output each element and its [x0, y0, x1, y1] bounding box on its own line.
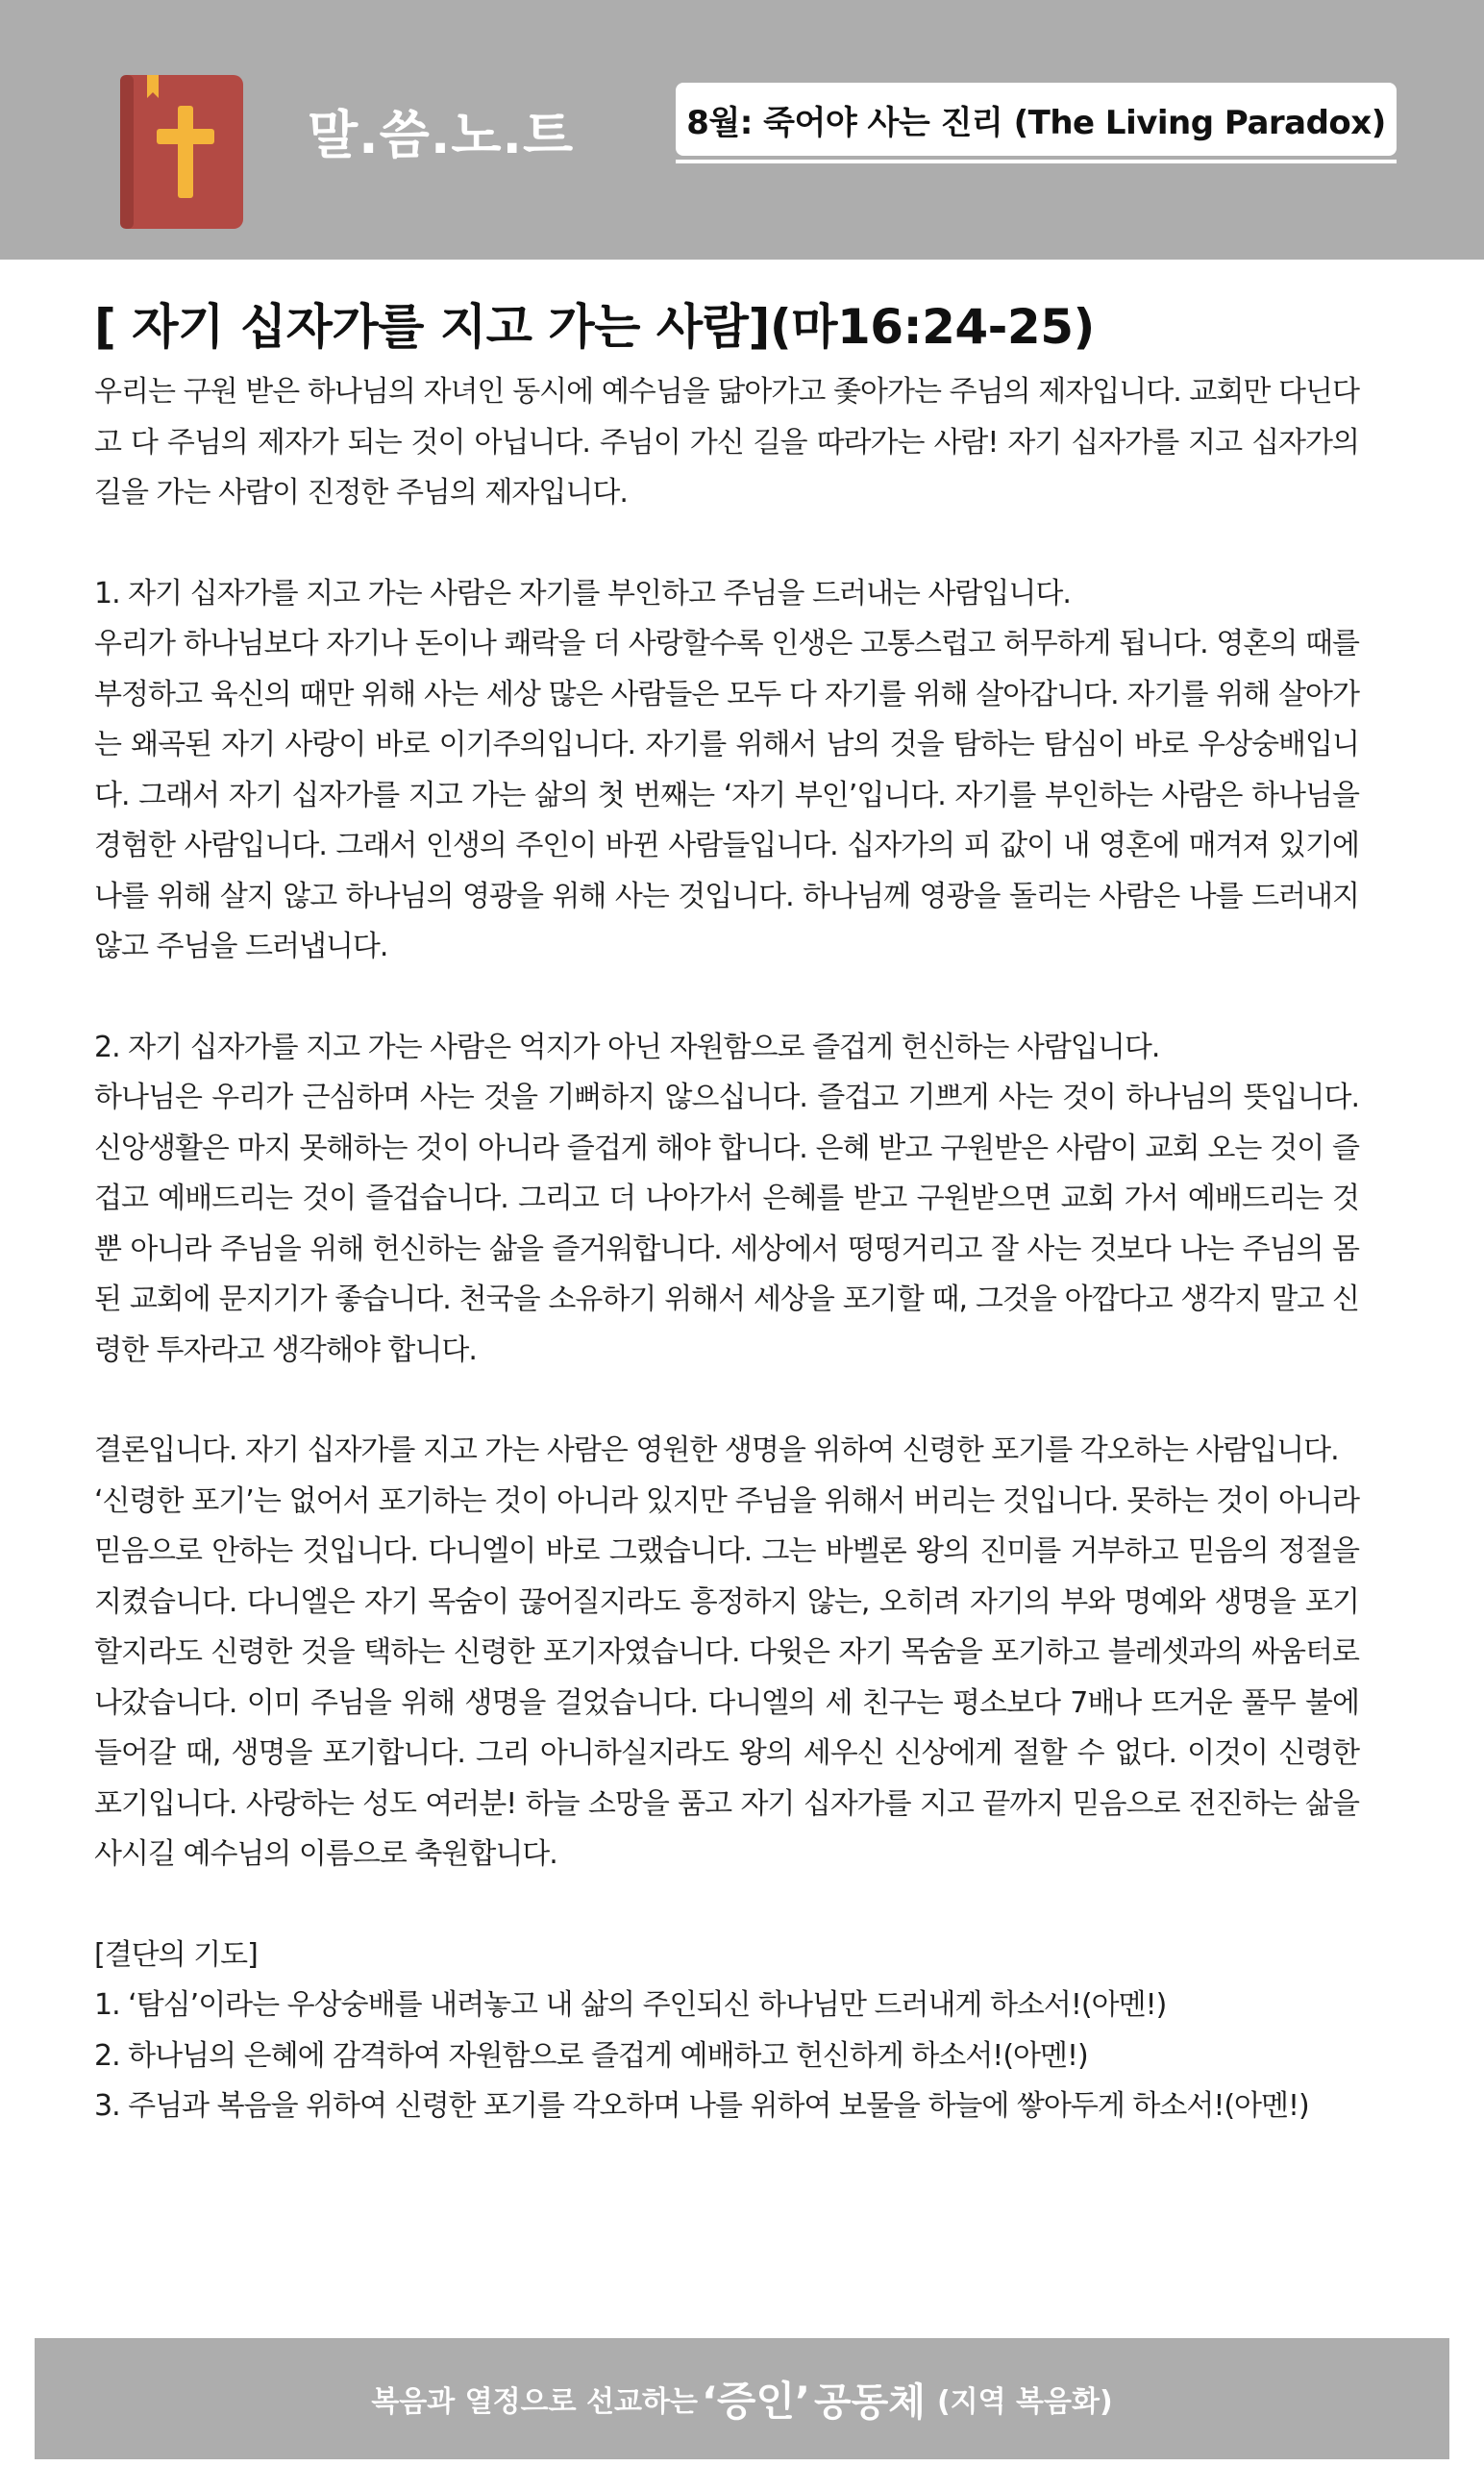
footer-community: 공동체	[814, 2379, 926, 2425]
prayer-item: 3. 주님과 복음을 위하여 신령한 포기를 각오하며 나를 위하여 보물을 하늘에 쌓아두게 하소서!(아멘!)	[94, 2089, 1309, 2123]
footer-suffix: (지역 복음화)	[936, 2385, 1113, 2419]
footer-banner	[35, 2338, 1449, 2459]
prayer-heading: [결단의 기도]	[94, 1937, 258, 1972]
series-label	[676, 83, 1397, 156]
spacer	[94, 1376, 1359, 1426]
conclusion-body: ‘신령한 포기’는 없어서 포기하는 것이 아니라 있지만 주님을 위해서 버리는 것입니다. 못하는 것이 아니라 믿음으로 안하는 것입니다. 다니엘이 바로 그랬습니다. 그는 바벨론 왕의 진미를 거부하고 믿음의 정절을 지켰습니다. 다니엘은 자기 목숨이 끊어질지라도 흥정하지 않는, 오히려 자기의 부와 명예와 생명을 포기할지라도 신령한 것을 택하는 신령한 포기자였습니다. 다윗은 자기 목숨을 포기하고 블레셋과의 싸움터로 나갔습니다. 이미 주님을 위해 생명을 걸었습니다. 다니엘의 세 친구는 평소보다 7배나 뜨거운 풀무 불에 들어갈 때, 생명을 포기합니다. 그리 아니하실지라도 왕의 세우신 신상에게 절할 수 없다. 이것이 신령한 포기입니다. 사랑하는 성도 여러분! 하늘 소망을 품고 자기 십자가를 지고 끝까지 믿음으로 전진하는 삶을 사시길 예수님의 이름으로 축원합니다.	[94, 1483, 1359, 1871]
intro-paragraph: 우리는 구원 받은 하나님의 자녀인 동시에 예수님을 닮아가고 좇아가는 주님의 제자입니다. 교회만 다닌다고 다 주님의 제자가 되는 것이 아닙니다. 주님이 가신 길을 따라가는 사람! 자기 십자가를 지고 십자가의 길을 가는 사람이 진정한 주님의 제자입니다.	[94, 375, 1359, 510]
sermon-body	[94, 367, 1359, 2132]
point1-body: 우리가 하나님보다 자기나 돈이나 쾌락을 더 사랑할수록 인생은 고통스럽고 허무하게 됩니다. 영혼의 때를 부정하고 육신의 때만 위해 사는 세상 많은 사람들은 모두 다 자기를 위해 살아갑니다. 자기를 위해 살아가는 왜곡된 자기 사랑이 바로 이기주의입니다. 자기를 위해서 남의 것을 탐하는 탐심이 바로 우상숭배입니다. 그래서 자기 십자가를 지고 가는 삶의 첫 번째는 ‘자기 부인’입니다. 자기를 부인하는 사람은 하나님을 경험한 사람입니다. 그래서 인생의 주인이 바뀐 사람들입니다. 십자가의 피 값이 내 영혼에 매겨져 있기에 나를 위해 살지 않고 하나님의 영광을 위해 사는 것입니다. 하나님께 영광을 돌리는 사람은 나를 드러내지 않고 주님을 드러냅니다.	[94, 627, 1359, 963]
series-text: 8월: 죽어야 사는 진리 (The Living Paradox)	[686, 103, 1386, 142]
prayer-item: 1. ‘탐심’이라는 우상숭배를 내려놓고 내 삶의 주인되신 하나님만 드러내게 하소서!(아멘!)	[94, 1988, 1167, 2022]
bible-cross-icon	[120, 75, 243, 229]
conclusion-lead: 결론입니다. 자기 십자가를 지고 가는 사람은 영원한 생명을 위하여 신령한 포기를 각오하는 사람입니다.	[94, 1433, 1339, 1467]
spacer	[94, 519, 1359, 569]
prayer-item: 2. 하나님의 은혜에 감격하여 자원함으로 즐겁게 예배하고 헌신하게 하소서!(아멘!)	[94, 2038, 1088, 2073]
brand-title: 말.씀.노.트	[308, 105, 575, 165]
footer-highlight: ‘증인’	[701, 2378, 811, 2425]
point2-heading: 2. 자기 십자가를 지고 가는 사람은 억지가 아닌 자원함으로 즐겁게 헌신하는 사람입니다.	[94, 1030, 1160, 1064]
sermon-title: [ 자기 십자가를 지고 가는 사람](마16:24-25)	[94, 299, 1095, 355]
series-underline	[676, 160, 1397, 163]
footer-prefix: 복음과 열정으로 선교하는	[371, 2385, 698, 2419]
spacer	[94, 973, 1359, 1023]
spacer	[94, 1881, 1359, 1931]
header-band	[0, 0, 1484, 260]
point1-heading: 1. 자기 십자가를 지고 가는 사람은 자기를 부인하고 주님을 드러내는 사람입니다.	[94, 576, 1071, 610]
point2-body: 하나님은 우리가 근심하며 사는 것을 기뻐하지 않으십니다. 즐겁고 기쁘게 사는 것이 하나님의 뜻입니다. 신앙생활은 마지 못해하는 것이 아니라 즐겁게 해야 합니다. 은혜 받고 구원받은 사람이 교회 오는 것이 즐겁고 예배드리는 것이 즐겁습니다. 그리고 더 나아가서 은혜를 받고 구원받으면 교회 가서 예배드리는 것 뿐 아니라 주님을 위해 헌신하는 삶을 즐거워합니다. 세상에서 떵떵거리고 잘 사는 것보다 나는 주님의 몸 된 교회에 문지기가 좋습니다. 천국을 소유하기 위해서 세상을 포기할 때, 그것을 아깝다고 생각지 말고 신령한 투자라고 생각해야 합니다.	[94, 1081, 1359, 1367]
